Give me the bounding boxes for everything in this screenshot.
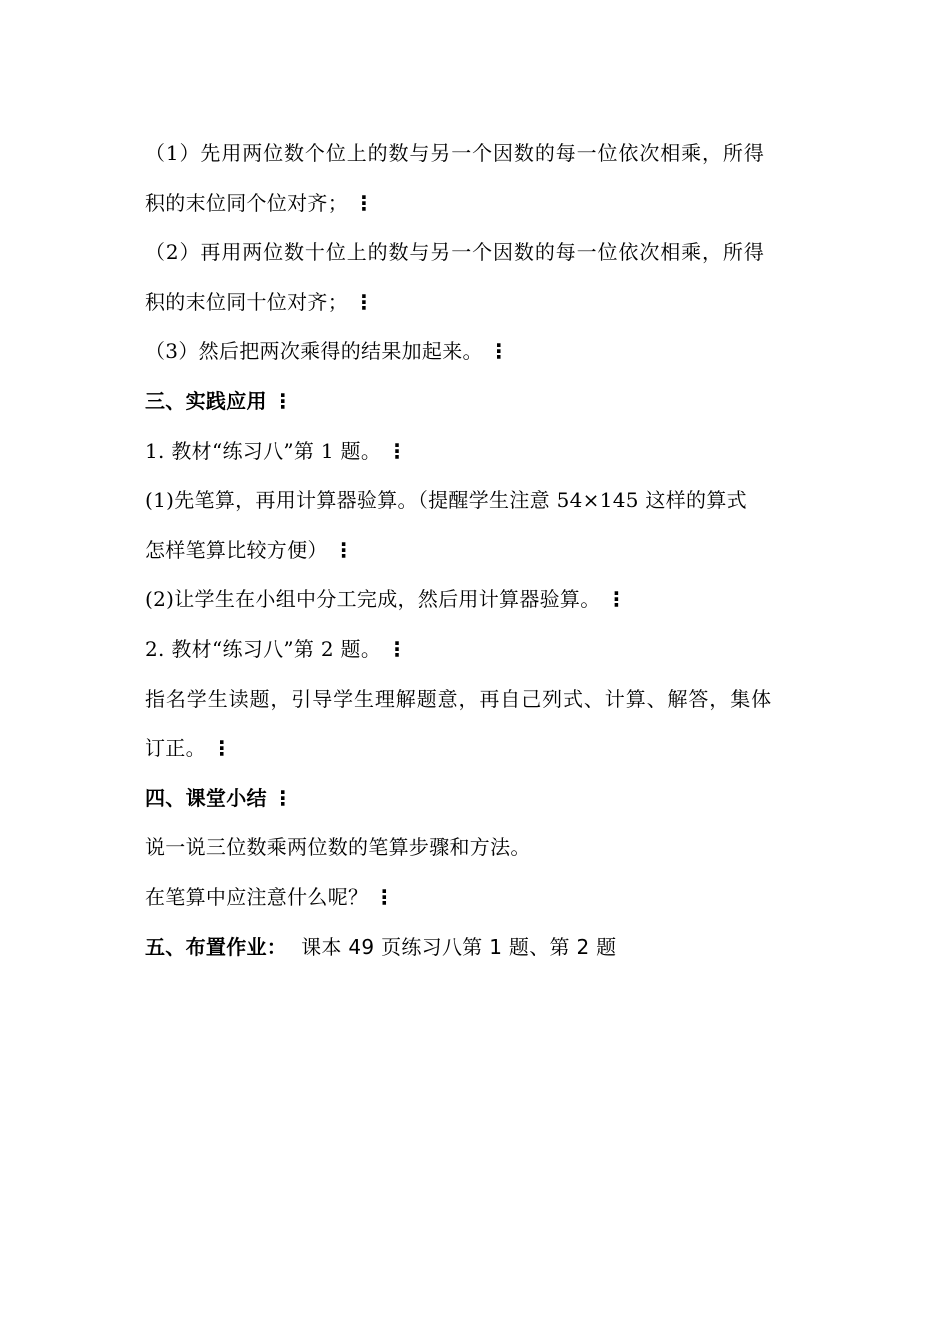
summary-text-1: 说一说三位数乘两位数的笔算步骤和方法。 (145, 835, 531, 860)
exercise-1-sub-1-line-1 (145, 476, 810, 526)
step-2-line-2 (145, 278, 810, 328)
paragraph-mark-icon: ⋮ (211, 736, 233, 761)
summary-line-2 (145, 873, 810, 923)
exercise-1-sub-1-text: (1)先笔算，再用计算器验算。（提醒学生注意 54×145 这样的算式 (145, 488, 747, 513)
step-2-text: （2）再用两位数十位上的数与另一个因数的每一位依次相乘，所得 (145, 240, 765, 265)
step-2-line-1 (145, 228, 810, 278)
summary-text-2: 在笔算中应注意什么呢？ (145, 884, 369, 909)
step-3-text: （3）然后把两次乘得的结果加起来。 (145, 339, 483, 364)
exercise-2-desc-text-cont: 订正。 (145, 736, 206, 761)
paragraph-mark-icon: ⋮ (387, 636, 408, 661)
step-1-text-cont: 积的末位同个位对齐； (145, 190, 348, 215)
step-2-text-cont: 积的末位同十位对齐； (145, 289, 348, 314)
exercise-1-sub-1-text-cont: 怎样笔算比较方便） (145, 537, 328, 562)
paragraph-mark-icon: ⋮ (272, 388, 294, 413)
section-3-title: 三、实践应用 (145, 388, 267, 413)
document-body (145, 129, 810, 972)
homework-text: 课本 49 页练习八第 1 题、第 2 题 (301, 934, 617, 959)
paragraph-mark-icon: ⋮ (272, 785, 294, 810)
exercise-1-line (145, 427, 810, 477)
exercise-1-sub-2-text: (2)让学生在小组中分工完成，然后用计算器验算。 (145, 587, 601, 612)
exercise-2-desc-line-2 (145, 724, 810, 774)
paragraph-mark-icon: ⋮ (374, 884, 395, 909)
paragraph-mark-icon: ⋮ (387, 438, 408, 463)
step-1-line-2 (145, 179, 810, 229)
step-1-line-1 (145, 129, 810, 179)
exercise-1-text: 1. 教材“练习八”第 1 题。 (145, 438, 382, 463)
summary-line-1 (145, 823, 810, 873)
step-3-line (145, 327, 810, 377)
exercise-2-desc-line-1 (145, 675, 810, 725)
exercise-2-desc-text: 指名学生读题，引导学生理解题意，再自己列式、计算、解答，集体 (145, 686, 772, 711)
section-5-title: 五、布置作业： (145, 934, 288, 959)
paragraph-mark-icon: ⋮ (333, 537, 355, 562)
section-5-heading (145, 923, 810, 973)
exercise-1-sub-2-line (145, 575, 810, 625)
section-3-heading (145, 377, 810, 427)
paragraph-mark-icon: ⋮ (354, 289, 375, 314)
paragraph-mark-icon: ⋮ (606, 587, 627, 612)
section-4-title: 四、课堂小结 (145, 785, 267, 810)
section-4-heading (145, 774, 810, 824)
paragraph-mark-icon: ⋮ (488, 339, 510, 364)
paragraph-mark-icon: ⋮ (354, 190, 375, 215)
exercise-1-sub-1-line-2 (145, 526, 810, 576)
step-1-text: （1）先用两位数个位上的数与另一个因数的每一位依次相乘，所得 (145, 141, 765, 165)
exercise-2-line (145, 625, 810, 675)
exercise-2-text: 2. 教材“练习八”第 2 题。 (145, 636, 382, 661)
